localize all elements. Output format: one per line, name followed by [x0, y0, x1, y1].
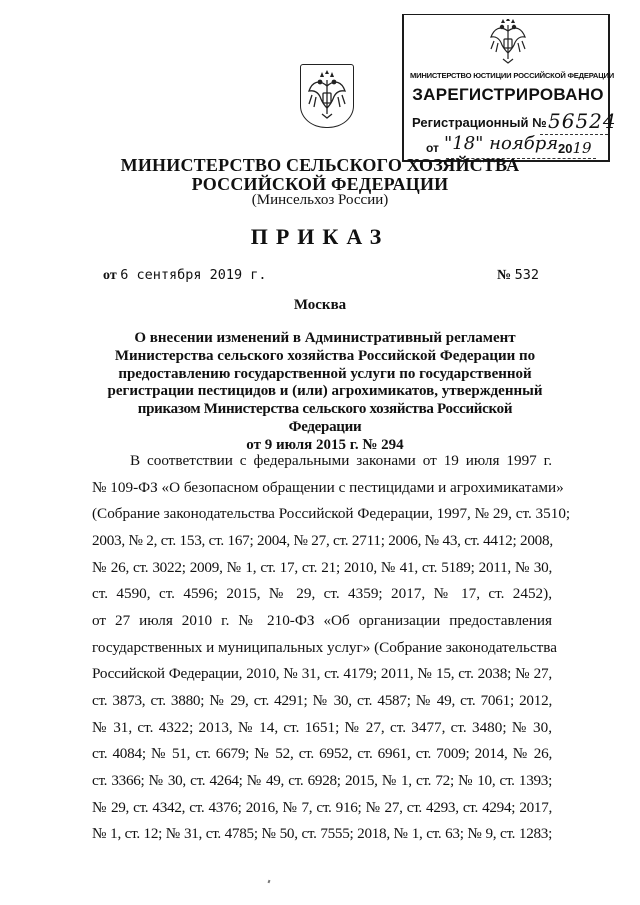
body-line: ст. 3366; № 30, ст. 4264; № 49, ст. 6928; 2015, № 1, ст. 72; № 10, ст. 1393; [92, 771, 552, 789]
order-number-value: 532 [514, 267, 539, 283]
body-line: Российской Федерации, 2010, № 31, ст. 4179; 2011, № 15, ст. 2038; № 27, [92, 665, 552, 683]
body-line: от 27 июля 2010 г. № 210-ФЗ «Об организации предоставления [92, 611, 552, 629]
stamp-date-handwritten: "18" ноября [444, 133, 559, 154]
body-line: ст. 3873, ст. 3880; № 29, ст. 4291; № 30, ст. 4587; № 49, ст. 7061; 2012, [92, 691, 552, 709]
registration-stamp [402, 14, 617, 162]
body-line: государственных и муниципальных услуг» (Собрание законодательства [92, 638, 558, 656]
body-line: ст. 4084; № 51, ст. 6679; № 52, ст. 6952, ст. 6961, ст. 7009; 2014, № 26, [92, 745, 552, 763]
body-line: (Собрание законодательства Российской Федерации, 1997, № 29, ст. 3510; [92, 505, 571, 523]
order-date-value: 6 сентября 2019 г. [120, 267, 267, 283]
stamp-reg-number: 56524 [548, 109, 617, 133]
body-line: № 31, ст. 4322; 2013, № 14, ст. 1651; № 27, ст. 3477, ст. 3480; № 30, [92, 718, 552, 736]
body-line: № 1, ст. 12; № 31, ст. 4785; № 50, ст. 7555; 2018, № 1, ст. 63; № 9, ст. 1283; [92, 825, 552, 843]
stamp-date-prefix: от [426, 141, 439, 155]
title-line: Министерства сельского хозяйства Российской Федерации по [114, 347, 536, 364]
ministry-short-name: (Минсельхоз России) [251, 192, 389, 208]
title-line: от 9 июля 2015 г. № 294 [246, 436, 404, 453]
ministry-name-line1: МИНИСТЕРСТВО СЕЛЬСКОГО ХОЗЯЙСТВА [120, 155, 520, 175]
body-paragraph [92, 448, 571, 848]
city: Москва [293, 297, 347, 313]
coat-of-arms-icon [488, 19, 528, 70]
order-date-label: от [103, 268, 117, 283]
order-date [103, 267, 267, 284]
title-line: приказом Министерства сельского хозяйства Российской Федерации [137, 401, 513, 435]
stamp-registered-label: ЗАРЕГИСТРИРОВАНО [412, 85, 604, 104]
body-line: ст. 4590, ст. 4596; 2015, № 29, ст. 4359; 2017, № 17, ст. 2452), [92, 585, 552, 603]
ministry-name-line2: РОССИЙСКОЙ ФЕДЕРАЦИИ [191, 174, 449, 194]
body-line: № 109-ФЗ «О безопасном обращении с пестицидами и агрохимикатами» [92, 478, 564, 496]
scan-speck [268, 880, 271, 884]
body-line: № 29, ст. 4342, ст. 4376; 2016, № 7, ст. 916; № 27, ст. 4293, ст. 4294; 2017, [92, 798, 552, 816]
title-line: регистрации пестицидов и (или) агрохимикатов, утвержденный [107, 383, 543, 400]
title-line: О внесении изменений в Административный регламент [134, 330, 516, 346]
stamp-ministry-name: МИНИСТЕРСТВО ЮСТИЦИИ РОССИЙСКОЙ ФЕДЕРАЦИИ [410, 71, 615, 80]
stamp-reg-label: Регистрационный № [412, 115, 547, 130]
double-headed-eagle-icon [306, 70, 348, 120]
body-line: № 26, ст. 3022; 2009, № 1, ст. 17, ст. 21; 2010, № 41, ст. 5189; 2011, № 30, [92, 558, 552, 576]
body-line: В соответствии с федеральными законами от 19 июля 1997 г. [130, 452, 552, 469]
order-number [497, 267, 539, 284]
order-number-label: № [497, 268, 512, 283]
stamp-year-handwritten: 19 [572, 139, 592, 157]
document-title [105, 330, 545, 455]
document-type: ПРИКАЗ [250, 224, 390, 249]
title-line: предоставлению государственной услуги по государственной [118, 365, 532, 382]
stamp-year-suffix: 20 [558, 141, 573, 156]
emblem-shield [300, 64, 354, 128]
body-line: 2003, № 2, ст. 153, ст. 167; 2004, № 27, ст. 2711; 2006, № 43, ст. 4412; 2008, [92, 531, 553, 549]
